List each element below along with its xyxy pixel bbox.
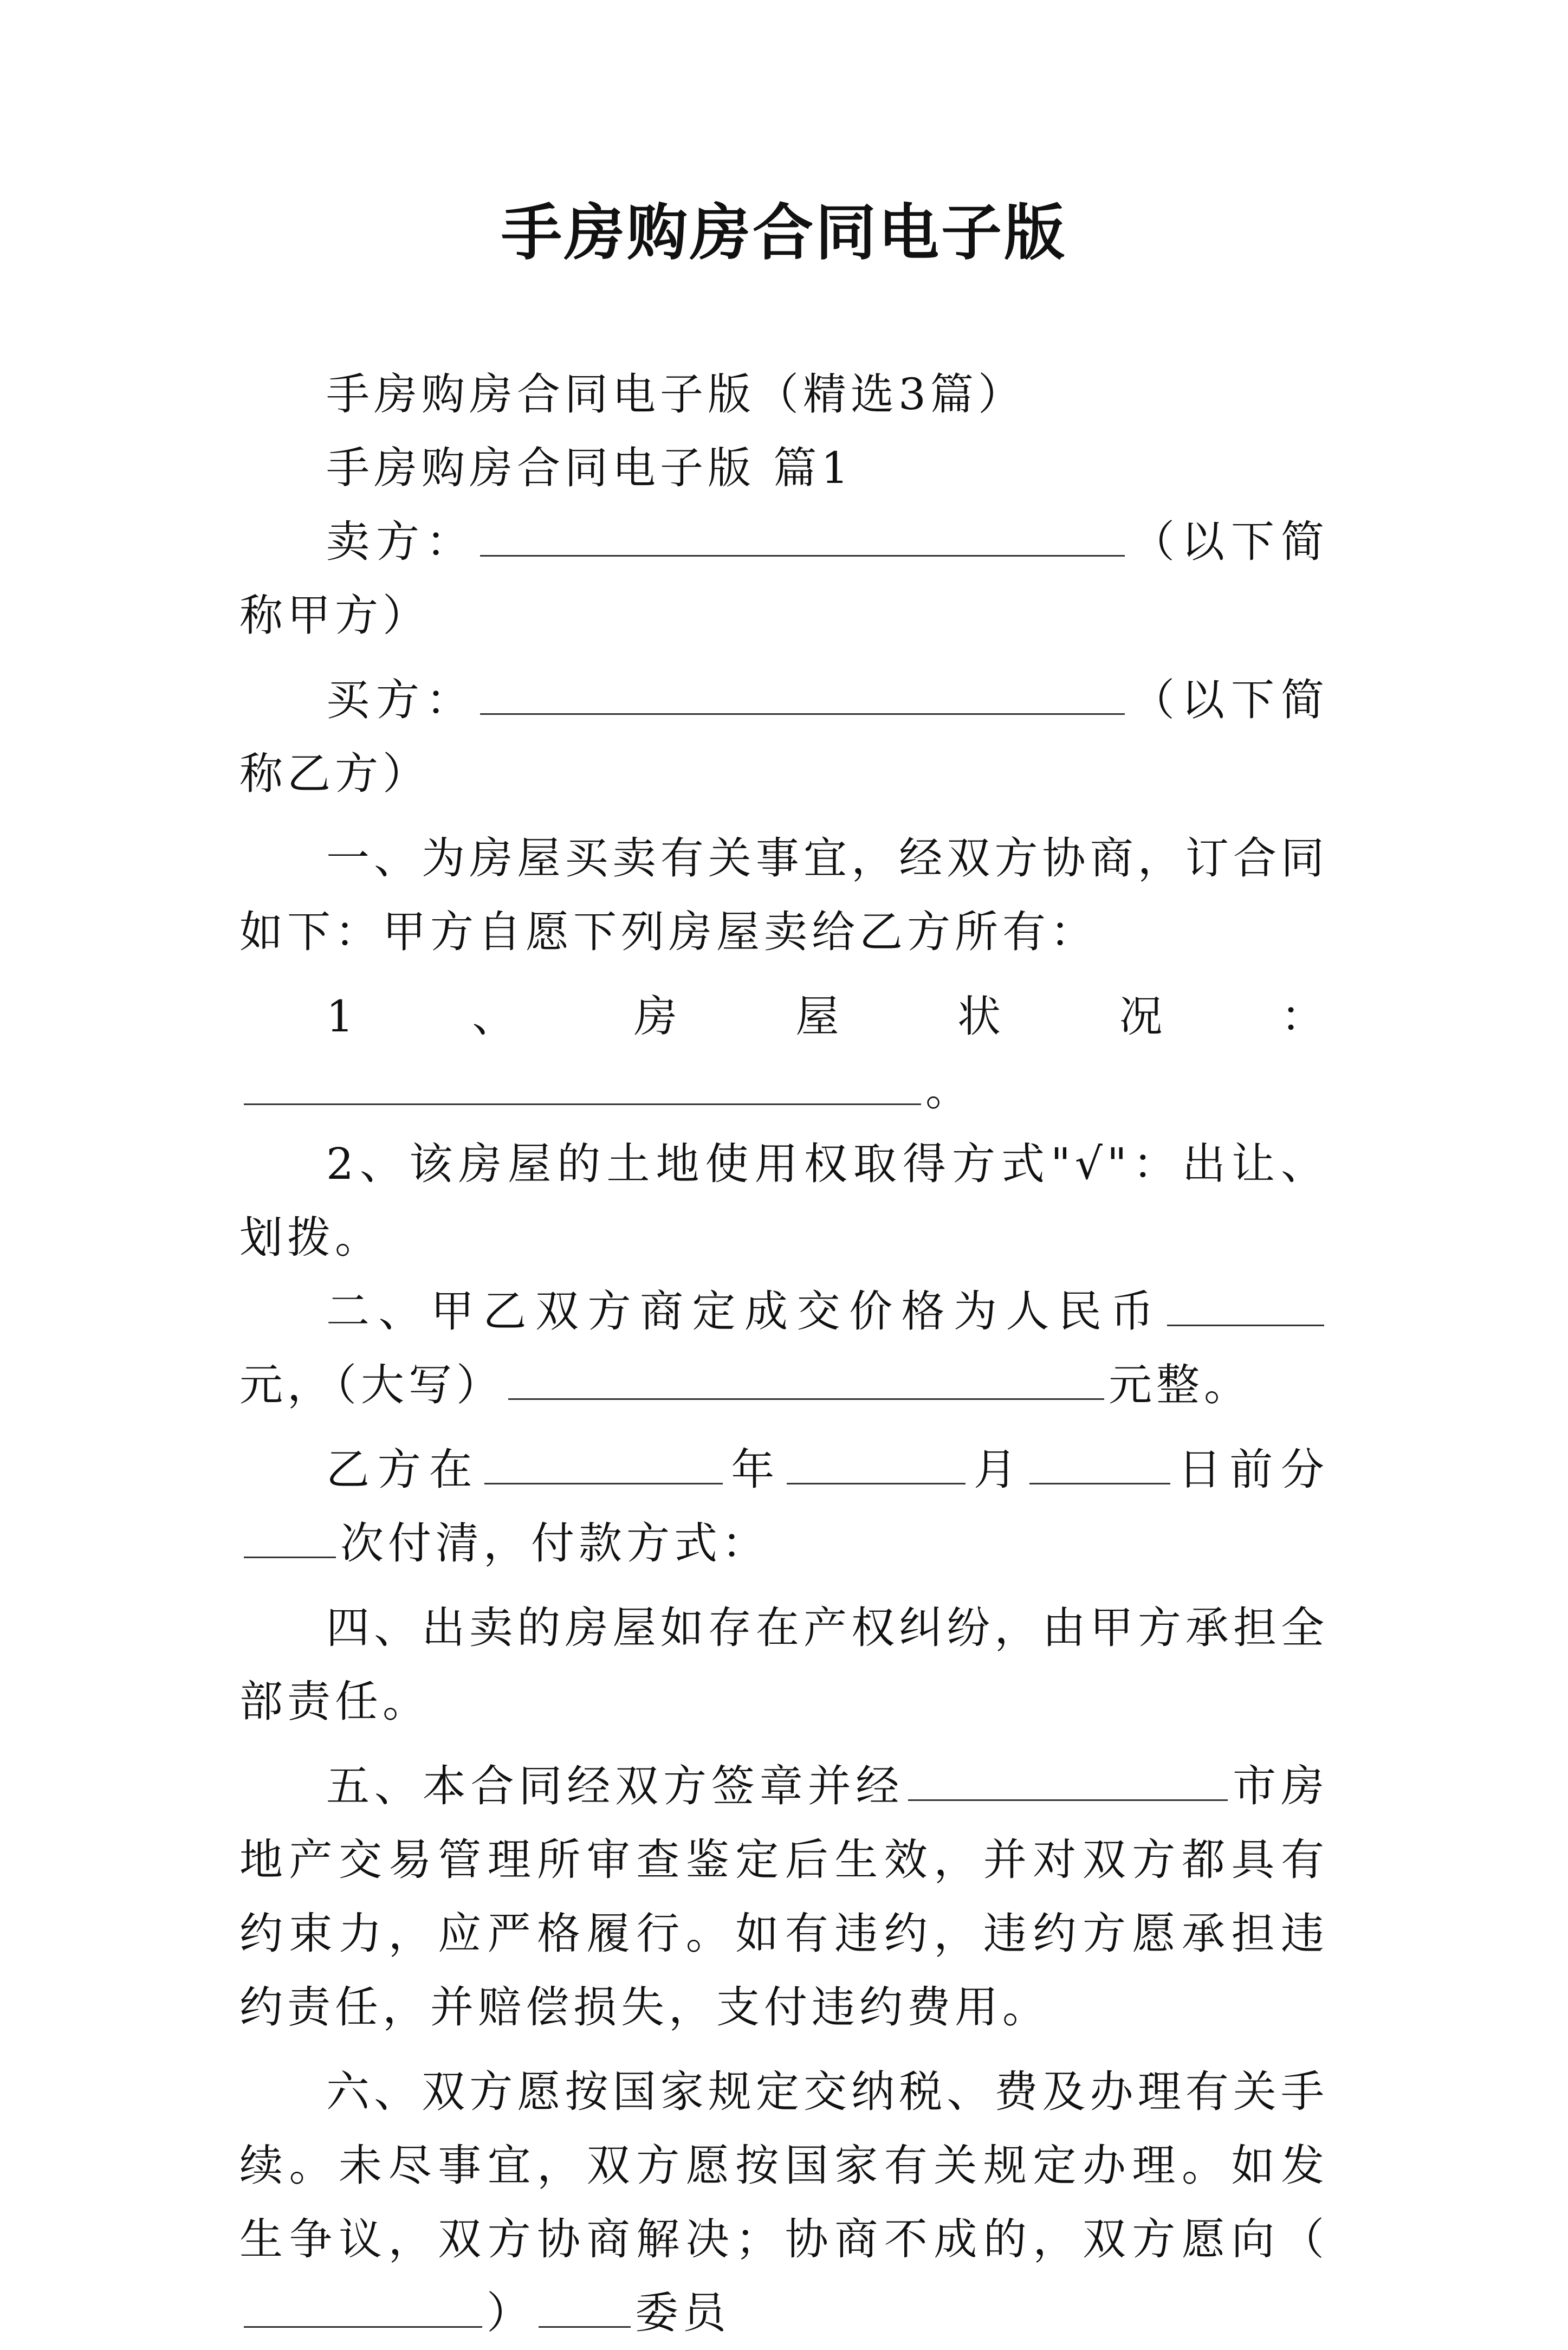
subtitle: 手房购房合同电子版（精选3篇） [326, 369, 1026, 419]
seller-label: 卖方： [326, 517, 476, 567]
clause6-text-a: 六、双方愿按国家规定交纳税、费及办理有关手续。未尽事宜，双方愿按国家有关规定办理。如发生争议，双方协商解决；协商不成的，双方愿向（ [239, 2067, 1329, 2264]
seller-line [239, 505, 1329, 653]
buyer-label: 买方： [326, 675, 476, 725]
clause-1: 一、为房屋买卖有关事宜，经双方协商，订合同如下：甲方自愿下列房屋卖给乙方所有： [239, 833, 1329, 957]
house-condition-blank [244, 1060, 921, 1105]
item-2: 2、该房屋的土地使用权取得方式"√"：出让、划拨。 [239, 1139, 1329, 1263]
clause2-text-a: 二、甲乙双方商定成交价格为人民币 [326, 1286, 1163, 1337]
clause5-text-b: 市房地产交易管理所审查鉴定后生效，并对双方都具有约束力，应严格履行。如有违约，违约方愿承担违约责任，并赔偿损失，支付违约费用。 [239, 1761, 1329, 2032]
arbitration-blank [244, 2283, 482, 2328]
payment-year: 年 [727, 1444, 783, 1495]
document-title: 手房购房合同电子版 [501, 197, 1067, 268]
item1-label: 1、房屋状况： [326, 991, 1329, 1042]
clause-5 [239, 1749, 1329, 2044]
payment-text-a: 乙方在 [326, 1444, 481, 1495]
item1-end: 。 [925, 1065, 973, 1115]
buyer-line [239, 663, 1329, 811]
price-blank [1167, 1281, 1324, 1326]
payment-day-blank [1029, 1439, 1170, 1484]
buyer-suffix: （以下简称乙方） [239, 675, 1329, 799]
payment-day: 日前分 [1174, 1444, 1329, 1495]
clause2-text-c: 元整。 [1109, 1360, 1252, 1410]
buyer-blank [480, 670, 1125, 715]
payment-month: 月 [970, 1444, 1025, 1495]
clause6-text-b: ） [487, 2288, 534, 2338]
clause6-text-c: 委员 [635, 2288, 730, 2338]
clause-2 [239, 1275, 1329, 1422]
seller-blank [480, 512, 1125, 557]
price-uppercase-blank [508, 1355, 1104, 1400]
payment-month-blank [787, 1439, 966, 1484]
clause-4: 四、出卖的房屋如存在产权纠纷，由甲方承担全部责任。 [239, 1603, 1329, 1727]
item-1 [239, 980, 1329, 1127]
committee-blank [539, 2283, 631, 2328]
payment-text-b: 次付清，付款方式： [340, 1518, 769, 1568]
payment-line [239, 1433, 1329, 1580]
document-body [239, 358, 1329, 2350]
seller-suffix: （以下简称甲方） [239, 517, 1329, 641]
clause2-text-b: 元，（大写） [239, 1360, 504, 1410]
payment-year-blank [484, 1439, 723, 1484]
section-heading: 手房购房合同电子版 篇1 [326, 443, 853, 493]
payment-times-blank [244, 1513, 336, 1558]
clause5-text-a: 五、本合同经双方签章并经 [326, 1761, 904, 1811]
city-blank [908, 1756, 1228, 1801]
clause-6 [239, 2055, 1329, 2350]
